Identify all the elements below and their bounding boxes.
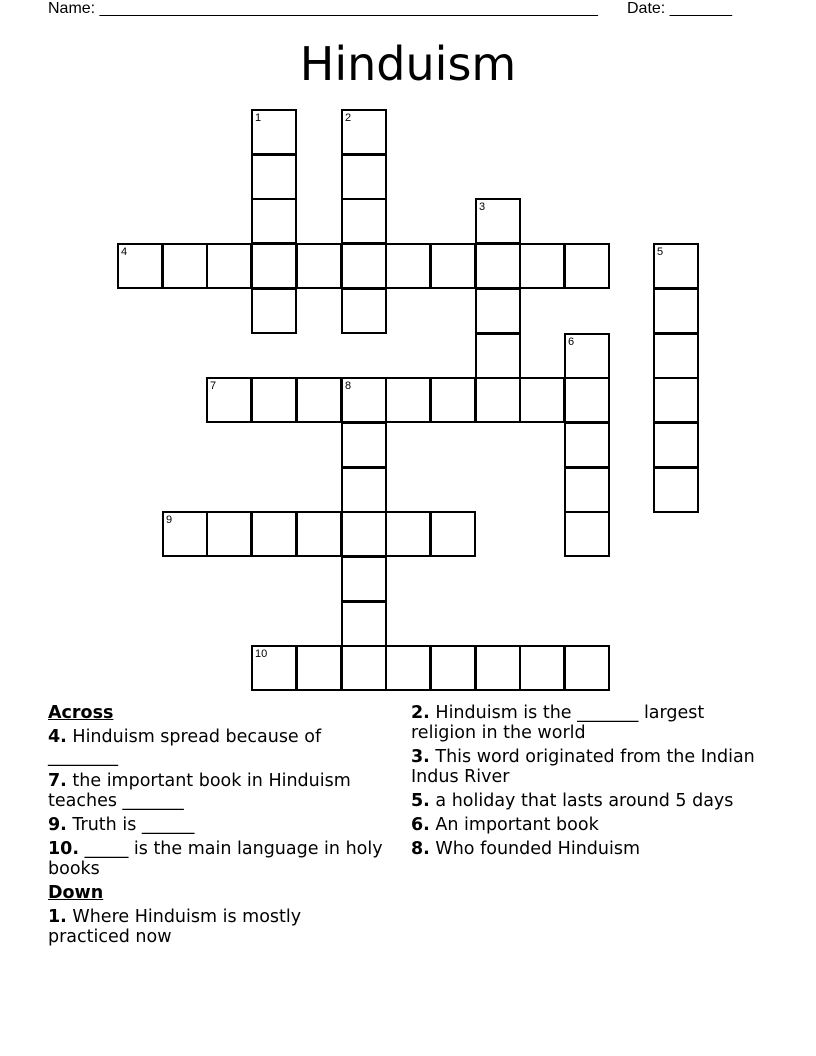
crossword-cell[interactable]: [385, 645, 431, 691]
down-clue-8: [411, 839, 756, 859]
name-field-label: Name: ________________________________________________________: [48, 0, 598, 17]
crossword-cell[interactable]: [430, 377, 476, 423]
down-clue-6: [411, 815, 756, 835]
puzzle-title: Hinduism: [299, 37, 517, 91]
crossword-cell[interactable]: [341, 467, 387, 513]
across-clue-4: [48, 727, 383, 767]
clue-text: Who founded Hinduism: [435, 839, 641, 859]
clue-number: 2.: [411, 703, 430, 723]
clue-number-label: 7: [210, 380, 217, 392]
crossword-cell[interactable]: [341, 422, 387, 468]
clue-text: Where Hinduism is mostly practiced now: [48, 907, 302, 947]
clue-number-label: 4: [121, 246, 128, 258]
clue-text: a holiday that lasts around 5 days: [435, 791, 734, 811]
crossword-cell[interactable]: [430, 645, 476, 691]
crossword-cell[interactable]: [385, 243, 431, 289]
clue-text: Hinduism spread because of ________: [48, 727, 322, 767]
down-clue-1: [48, 907, 383, 947]
crossword-cell[interactable]: [341, 288, 387, 334]
crossword-cell[interactable]: [206, 511, 252, 557]
clue-number: 6.: [411, 815, 430, 835]
crossword-cell[interactable]: [475, 333, 521, 379]
clue-number-label: 9: [166, 514, 173, 526]
crossword-cell[interactable]: [296, 377, 342, 423]
clue-text: Truth is ______: [72, 815, 195, 835]
crossword-cell[interactable]: [251, 645, 297, 691]
clues-column-right: [411, 703, 756, 863]
across-clue-9: [48, 815, 383, 835]
crossword-cell[interactable]: [341, 198, 387, 244]
crossword-cell[interactable]: [206, 243, 252, 289]
crossword-cell[interactable]: [251, 198, 297, 244]
crossword-cell[interactable]: [341, 511, 387, 557]
crossword-cell[interactable]: [653, 333, 699, 379]
clue-text: _____ is the main language in holy books: [48, 839, 383, 879]
crossword-cell[interactable]: [430, 243, 476, 289]
crossword-cell[interactable]: [475, 198, 521, 244]
crossword-cell[interactable]: [341, 243, 387, 289]
crossword-cell[interactable]: [206, 377, 252, 423]
clue-number: 7.: [48, 771, 67, 791]
clue-number: 5.: [411, 791, 430, 811]
crossword-cell[interactable]: [341, 154, 387, 200]
crossword-cell[interactable]: [251, 288, 297, 334]
crossword-cell[interactable]: [653, 288, 699, 334]
clue-number: 3.: [411, 747, 430, 767]
crossword-cell[interactable]: [564, 243, 610, 289]
across-clue-7: [48, 771, 383, 811]
clue-text: An important book: [435, 815, 599, 835]
crossword-cell[interactable]: [519, 377, 565, 423]
crossword-cell[interactable]: [385, 511, 431, 557]
clue-number-label: 2: [345, 112, 352, 124]
crossword-cell[interactable]: [341, 377, 387, 423]
crossword-cell[interactable]: [341, 556, 387, 602]
clue-number-label: 10: [255, 648, 268, 660]
crossword-cell[interactable]: [296, 511, 342, 557]
crossword-cell[interactable]: [564, 377, 610, 423]
crossword-cell[interactable]: [519, 645, 565, 691]
clue-text: the important book in Hinduism teaches _______: [48, 771, 351, 811]
crossword-cell[interactable]: [475, 288, 521, 334]
crossword-cell[interactable]: [475, 645, 521, 691]
clue-number-label: 3: [479, 201, 486, 213]
clue-number: 1.: [48, 907, 67, 927]
crossword-cell[interactable]: [564, 333, 610, 379]
crossword-cell[interactable]: [341, 601, 387, 647]
crossword-cell[interactable]: [475, 243, 521, 289]
crossword-cell[interactable]: [564, 645, 610, 691]
crossword-cell[interactable]: [296, 645, 342, 691]
crossword-cell[interactable]: [251, 154, 297, 200]
clue-number: 4.: [48, 727, 67, 747]
crossword-cell[interactable]: [653, 377, 699, 423]
crossword-cell[interactable]: [341, 645, 387, 691]
across-clue-10: [48, 839, 383, 879]
date-field-label: Date: _______: [627, 0, 732, 17]
crossword-cell[interactable]: [430, 511, 476, 557]
clue-number: 8.: [411, 839, 430, 859]
crossword-cell[interactable]: [341, 109, 387, 155]
crossword-cell[interactable]: [251, 109, 297, 155]
clue-number-label: 8: [345, 380, 352, 392]
crossword-cell[interactable]: [251, 511, 297, 557]
crossword-cell[interactable]: [117, 243, 163, 289]
down-clue-5: [411, 791, 756, 811]
clue-text: Hinduism is the _______ largest religion in the world: [411, 703, 705, 743]
crossword-cell[interactable]: [251, 377, 297, 423]
crossword-cell[interactable]: [162, 511, 208, 557]
clues-column-left: [48, 703, 383, 951]
crossword-cell[interactable]: [296, 243, 342, 289]
crossword-cell[interactable]: [653, 243, 699, 289]
down-clue-2: [411, 703, 756, 743]
crossword-cell[interactable]: [251, 243, 297, 289]
crossword-cell[interactable]: [564, 511, 610, 557]
crossword-cell[interactable]: [653, 422, 699, 468]
clue-text: This word originated from the Indian Indus River: [411, 747, 755, 787]
crossword-cell[interactable]: [519, 243, 565, 289]
across-heading: Across: [48, 703, 114, 723]
crossword-cell[interactable]: [475, 377, 521, 423]
crossword-cell[interactable]: [564, 467, 610, 513]
clue-number-label: 6: [568, 336, 575, 348]
clue-number: 10.: [48, 839, 80, 859]
clue-number-label: 5: [657, 246, 664, 258]
down-clue-3: [411, 747, 756, 787]
clue-number: 9.: [48, 815, 67, 835]
down-heading: Down: [48, 883, 104, 903]
crossword-cell[interactable]: [653, 467, 699, 513]
crossword-cell[interactable]: [162, 243, 208, 289]
crossword-cell[interactable]: [385, 377, 431, 423]
crossword-cell[interactable]: [564, 422, 610, 468]
clue-number-label: 1: [255, 112, 262, 124]
